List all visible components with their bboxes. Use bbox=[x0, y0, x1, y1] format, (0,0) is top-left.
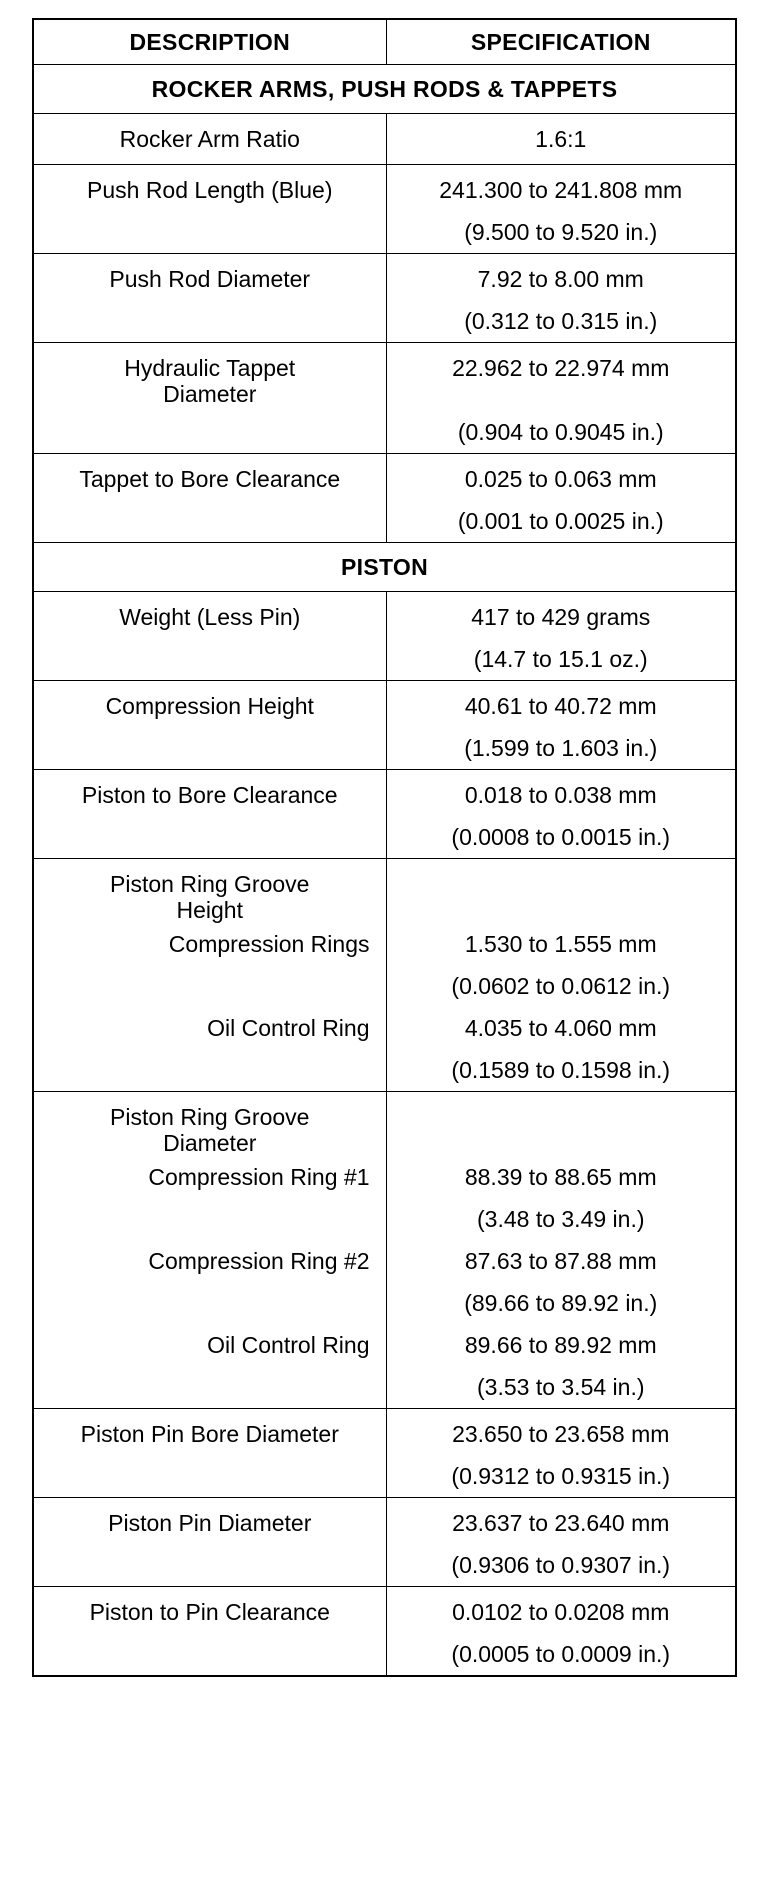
row-description: Push Rod Length (Blue) bbox=[33, 165, 386, 254]
spec-line: 0.0102 to 0.0208 mm bbox=[452, 1599, 670, 1625]
table-row bbox=[33, 681, 736, 770]
description-header: DESCRIPTION bbox=[33, 19, 386, 65]
row-spec bbox=[386, 254, 736, 343]
specification-header: SPECIFICATION bbox=[386, 19, 736, 65]
table-row bbox=[33, 454, 736, 543]
row-spec bbox=[386, 1498, 736, 1587]
section-heading-rocker-arms bbox=[33, 65, 736, 114]
table-row bbox=[33, 859, 736, 1092]
table-row bbox=[33, 343, 736, 454]
spec-line: (3.48 to 3.49 in.) bbox=[477, 1206, 645, 1232]
table-row bbox=[33, 1498, 736, 1587]
row-description: Rocker Arm Ratio bbox=[33, 114, 386, 165]
sub-label: Compression Rings bbox=[168, 931, 370, 957]
table-row bbox=[33, 770, 736, 859]
row-description: Push Rod Diameter bbox=[33, 254, 386, 343]
spec-line: (0.0005 to 0.0009 in.) bbox=[451, 1641, 671, 1667]
row-spec bbox=[386, 770, 736, 859]
row-description: Piston to Bore Clearance bbox=[33, 770, 386, 859]
sub-label: Compression Ring #2 bbox=[148, 1248, 370, 1274]
row-description: Piston to Pin Clearance bbox=[33, 1587, 386, 1677]
row-spec bbox=[386, 681, 736, 770]
table-row bbox=[33, 254, 736, 343]
spec-line: 0.025 to 0.063 mm bbox=[464, 466, 657, 492]
section-title: PISTON bbox=[33, 543, 736, 592]
row-description: Piston Pin Bore Diameter bbox=[33, 1409, 386, 1498]
spec-line: (0.9312 to 0.9315 in.) bbox=[451, 1463, 671, 1489]
section-heading-piston bbox=[33, 543, 736, 592]
spec-line: (0.1589 to 0.1598 in.) bbox=[451, 1057, 671, 1083]
spec-line: (0.904 to 0.9045 in.) bbox=[457, 419, 664, 445]
row-spec bbox=[386, 343, 736, 454]
spec-line: 40.61 to 40.72 mm bbox=[464, 693, 657, 719]
spec-line: (0.9306 to 0.9307 in.) bbox=[451, 1552, 671, 1578]
row-description-text: Hydraulic Tappet Diameter bbox=[124, 355, 296, 407]
row-spec bbox=[386, 859, 736, 1092]
row-spec bbox=[386, 1409, 736, 1498]
spec-line: 23.650 to 23.658 mm bbox=[452, 1421, 670, 1447]
table-row bbox=[33, 1587, 736, 1677]
spec-line: 89.66 to 89.92 mm bbox=[464, 1332, 657, 1358]
spec-line: 88.39 to 88.65 mm bbox=[464, 1164, 657, 1190]
spec-line: (14.7 to 15.1 oz.) bbox=[473, 646, 648, 672]
section-title: ROCKER ARMS, PUSH RODS & TAPPETS bbox=[33, 65, 736, 114]
spec-line: 241.300 to 241.808 mm bbox=[439, 177, 683, 203]
row-description: Tappet to Bore Clearance bbox=[33, 454, 386, 543]
row-description bbox=[33, 859, 386, 1092]
row-spec bbox=[386, 114, 736, 165]
row-spec bbox=[386, 1092, 736, 1409]
row-description-text: Piston Ring Groove Diameter bbox=[110, 1104, 310, 1156]
table-row bbox=[33, 592, 736, 681]
row-description bbox=[33, 1092, 386, 1409]
sub-label: Oil Control Ring bbox=[207, 1332, 370, 1358]
spec-line: 23.637 to 23.640 mm bbox=[452, 1510, 670, 1536]
spec-line: (3.53 to 3.54 in.) bbox=[477, 1374, 645, 1400]
table-row bbox=[33, 1092, 736, 1409]
spec-line: 0.018 to 0.038 mm bbox=[464, 782, 657, 808]
row-description: Compression Height bbox=[33, 681, 386, 770]
row-description bbox=[33, 343, 386, 454]
row-spec bbox=[386, 454, 736, 543]
spec-line: (1.599 to 1.603 in.) bbox=[464, 735, 658, 761]
spec-line: 22.962 to 22.974 mm bbox=[452, 355, 670, 381]
row-description-text: Piston Ring Groove Height bbox=[110, 871, 310, 923]
row-spec bbox=[386, 592, 736, 681]
spec-line: 7.92 to 8.00 mm bbox=[477, 266, 644, 292]
spec-table bbox=[32, 18, 737, 1677]
spec-line: (0.001 to 0.0025 in.) bbox=[457, 508, 664, 534]
header-row bbox=[33, 19, 736, 65]
row-description: Weight (Less Pin) bbox=[33, 592, 386, 681]
spec-line: 1.6:1 bbox=[535, 126, 587, 152]
row-description: Piston Pin Diameter bbox=[33, 1498, 386, 1587]
spec-line: 417 to 429 grams bbox=[471, 604, 651, 630]
spec-line: (0.0008 to 0.0015 in.) bbox=[451, 824, 671, 850]
sub-label: Oil Control Ring bbox=[207, 1015, 370, 1041]
spec-line: (9.500 to 9.520 in.) bbox=[464, 219, 658, 245]
table-row bbox=[33, 114, 736, 165]
sub-label: Compression Ring #1 bbox=[148, 1164, 370, 1190]
spec-line: (0.0602 to 0.0612 in.) bbox=[451, 973, 671, 999]
spec-line: 87.63 to 87.88 mm bbox=[464, 1248, 657, 1274]
table-row bbox=[33, 165, 736, 254]
spec-line: 1.530 to 1.555 mm bbox=[464, 931, 657, 957]
spec-line: (89.66 to 89.92 in.) bbox=[464, 1290, 658, 1316]
spec-line: (0.312 to 0.315 in.) bbox=[464, 308, 658, 334]
spec-line: 4.035 to 4.060 mm bbox=[464, 1015, 657, 1041]
row-spec bbox=[386, 165, 736, 254]
table-row bbox=[33, 1409, 736, 1498]
row-spec bbox=[386, 1587, 736, 1677]
